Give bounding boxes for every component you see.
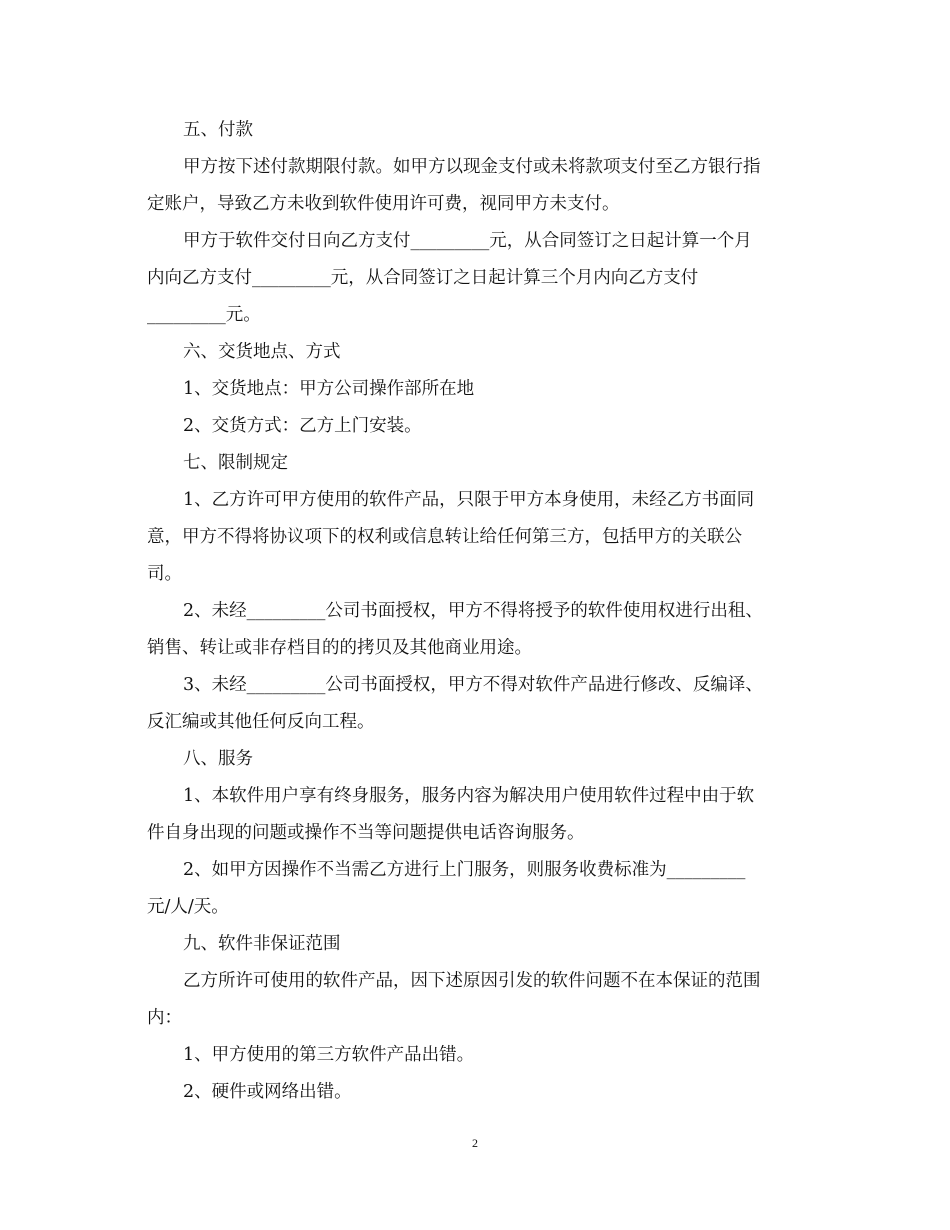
- paragraph: [147, 223, 787, 334]
- paragraph: [147, 482, 787, 593]
- paragraph: [147, 1037, 787, 1074]
- paragraph: [147, 408, 787, 445]
- text-line: 甲方按下述付款期限付款。如甲方以现金支付或未将款项支付至乙方银行指: [183, 157, 761, 177]
- text-line: 反汇编或其他任何反向工程。: [147, 712, 375, 732]
- text-line: 六、交货地点、方式: [183, 342, 341, 362]
- text-line: 内：: [147, 1008, 182, 1028]
- paragraph: [147, 593, 787, 667]
- paragraph: [147, 149, 787, 223]
- text-line: 五、付款: [183, 120, 253, 140]
- text-line: 2、未经_________公司书面授权，甲方不得将授予的软件使用权进行出租、: [183, 601, 763, 621]
- page-number: 2: [472, 1136, 478, 1150]
- text-line: 九、软件非保证范围: [183, 934, 341, 954]
- text-line: 八、服务: [183, 749, 253, 769]
- paragraph: [147, 852, 787, 926]
- text-line: _________元。: [147, 305, 261, 325]
- text-line: 2、交货方式：乙方上门安装。: [183, 416, 422, 436]
- text-line: 乙方所许可使用的软件产品，因下述原因引发的软件问题不在本保证的范围: [183, 971, 761, 991]
- document-body: [147, 112, 787, 1111]
- text-line: 2、硬件或网络出错。: [183, 1082, 352, 1102]
- paragraph: [147, 778, 787, 852]
- paragraph: [147, 926, 787, 963]
- paragraph: [147, 371, 787, 408]
- paragraph: [147, 334, 787, 371]
- text-line: 甲方于软件交付日向乙方支付_________元，从合同签订之日起计算一个月: [183, 231, 752, 251]
- text-line: 销售、转让或非存档目的的拷贝及其他商业用途。: [147, 638, 532, 658]
- text-line: 司。: [147, 564, 182, 584]
- paragraph: [147, 741, 787, 778]
- text-line: 1、乙方许可甲方使用的软件产品，只限于甲方本身使用，未经乙方书面同: [183, 490, 755, 510]
- paragraph: [147, 1074, 787, 1111]
- paragraph: [147, 445, 787, 482]
- paragraph: [147, 667, 787, 741]
- text-line: 1、本软件用户享有终身服务，服务内容为解决用户使用软件过程中由于软: [183, 786, 755, 806]
- text-line: 定账户，导致乙方未收到软件使用许可费，视同甲方未支付。: [147, 194, 620, 214]
- text-line: 1、交货地点：甲方公司操作部所在地: [183, 379, 475, 399]
- paragraph: [147, 963, 787, 1037]
- text-line: 2、如甲方因操作不当需乙方进行上门服务，则服务收费标准为_________: [183, 860, 746, 880]
- text-line: 意，甲方不得将协议项下的权利或信息转让给任何第三方，包括甲方的关联公: [147, 527, 742, 547]
- text-line: 元/人/天。: [147, 897, 229, 917]
- text-line: 3、未经_________公司书面授权，甲方不得对软件产品进行修改、反编译、: [183, 675, 763, 695]
- text-line: 七、限制规定: [183, 453, 288, 473]
- text-line: 内向乙方支付_________元，从合同签订之日起计算三个月内向乙方支付: [147, 268, 699, 288]
- paragraph: [147, 112, 787, 149]
- text-line: 件自身出现的问题或操作不当等问题提供电话咨询服务。: [147, 823, 585, 843]
- text-line: 1、甲方使用的第三方软件产品出错。: [183, 1045, 475, 1065]
